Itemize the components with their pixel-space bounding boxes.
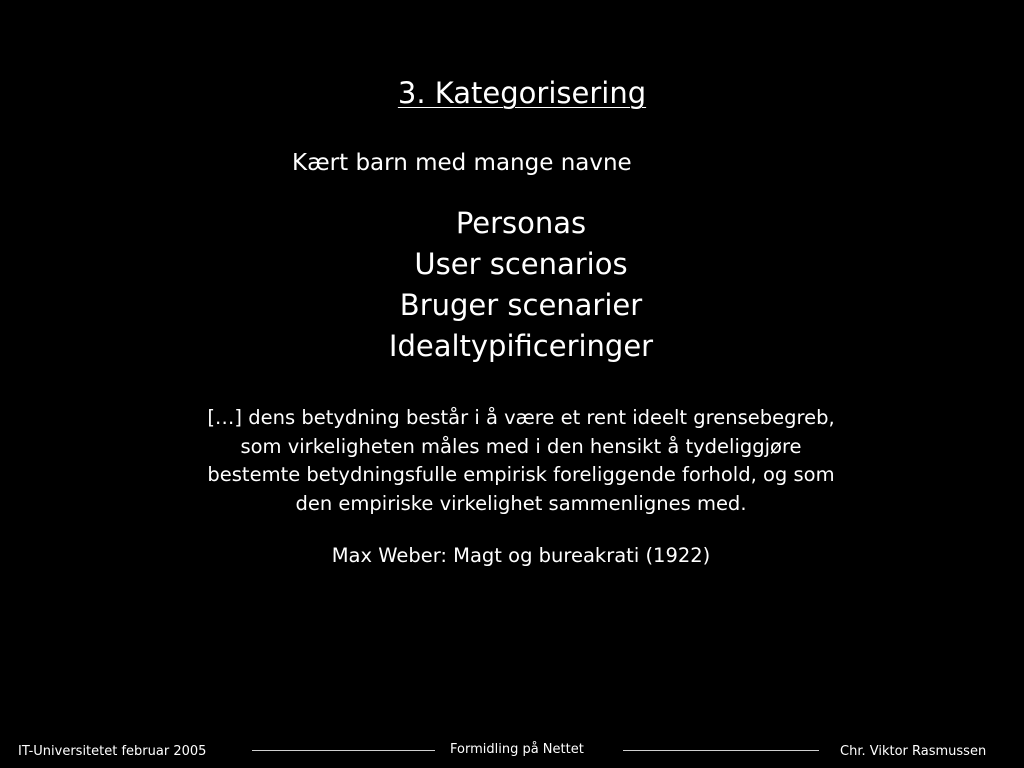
term-item: Personas <box>455 206 587 240</box>
footer-institution: IT-Universitetet februar 2005 <box>18 744 207 759</box>
quote-line: den empiriske virkelighet sammenlignes med. <box>295 491 747 515</box>
term-item: Bruger scenarier <box>399 288 643 322</box>
footer-divider-left <box>252 750 435 751</box>
slide-footer <box>0 740 1024 768</box>
slide-title: 3. Kategorisering <box>397 76 647 110</box>
slide-subtitle: Kært barn med mange navne <box>292 150 632 176</box>
term-item: User scenarios <box>414 247 628 281</box>
quote-citation: Max Weber: Magt og bureakrati (1922) <box>331 544 711 567</box>
quote-line: som virkeligheten måles med i den hensikt å tydeliggjøre <box>240 434 802 458</box>
footer-author: Chr. Viktor Rasmussen <box>840 744 987 759</box>
footer-divider-right <box>623 750 819 751</box>
term-item: Idealtypificeringer <box>388 329 654 363</box>
quote-line: […] dens betydning består i å være et rent ideelt grensebegreb, <box>207 406 835 429</box>
weber-quote <box>0 404 1024 518</box>
footer-course: Formidling på Nettet <box>450 742 584 757</box>
terms-list <box>0 203 1024 367</box>
quote-line: bestemte betydningsfulle empirisk foreliggende forhold, og som <box>207 463 835 486</box>
